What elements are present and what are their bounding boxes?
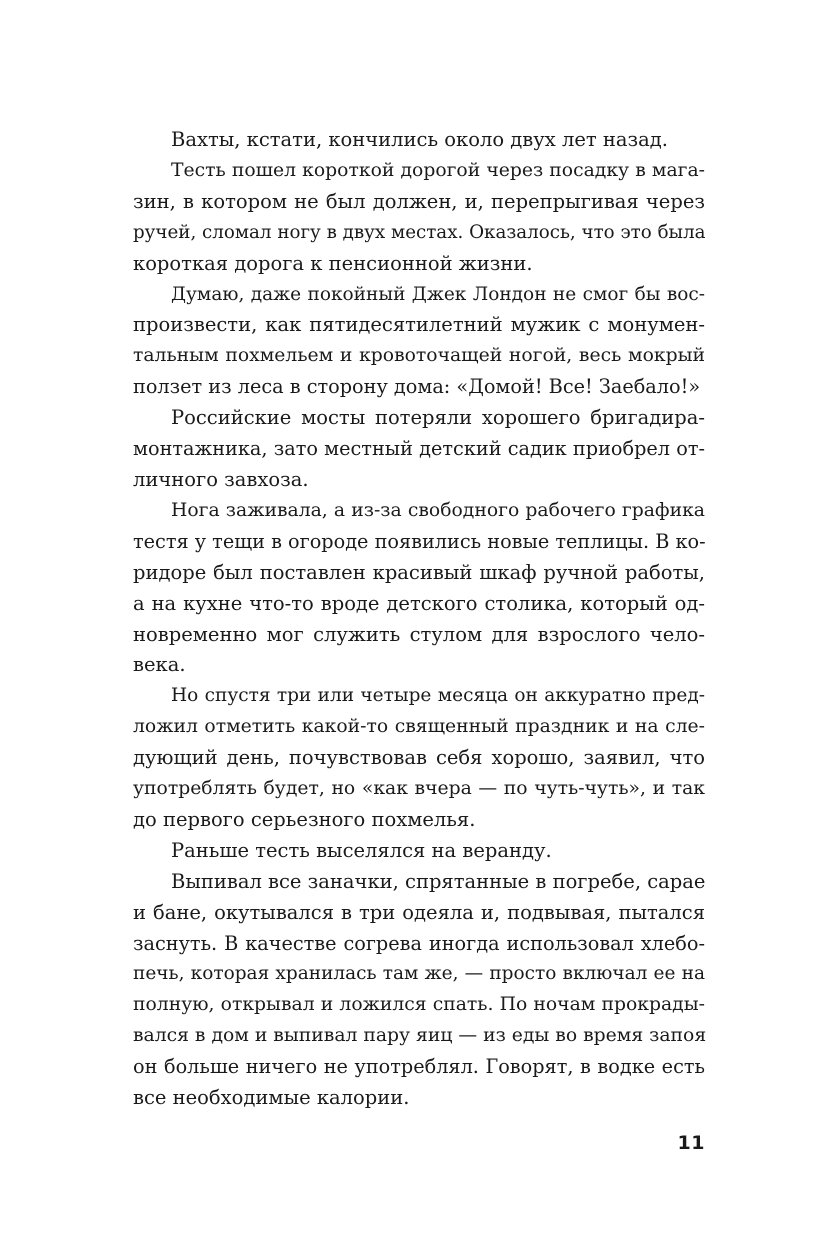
text-line: он больше ничего не употреблял. Говорят, в водке есть (133, 1055, 705, 1079)
text-line: Тесть пошел короткой дорогой через посадку в мага- (171, 159, 705, 181)
text-line: короткая дорога к пенсионной жизни. (133, 251, 533, 275)
text-line: заснуть. В качестве согрева иногда использовал хлебо- (133, 931, 705, 955)
text-line: ложил отметить какой-то священный праздник и на сле- (133, 716, 705, 738)
text-line: ручей, сломал ногу в двух местах. Оказалось, что это была (133, 221, 706, 243)
text-line: ридоре был поставлен красивый шкаф ручной работы, (133, 560, 705, 584)
text-line: печь, которая хранилась там же, — просто включал ее на (133, 963, 705, 985)
paragraph (133, 867, 705, 1114)
paragraph (133, 403, 705, 496)
text-line: Но спустя три или четыре месяца он аккуратно пред- (171, 685, 705, 707)
text-line: употреблять будет, но «как вчера — по чуть-чуть», и так (133, 778, 705, 800)
text-line: произвести, как пятидесятилетний мужик с монумен- (133, 313, 705, 337)
text-line: Раньше тесть выселялся на веранду. (171, 838, 552, 862)
text-line: до первого серьезного похмелья. (133, 807, 476, 831)
text-line: полную, открывал и ложился спать. По ночам прокрады- (133, 994, 705, 1016)
text-line: Думаю, даже покойный Джек Лондон не смог бы вос- (171, 283, 705, 305)
text-line: зин, в котором не был должен, и, перепрыгивая через (133, 189, 705, 213)
paragraph (133, 125, 705, 156)
text-line: дующий день, почувствовав себя хорошо, заявил, что (133, 746, 705, 770)
text-line: тальным похмельем и кровоточащей ногой, весь мокрый (133, 345, 705, 367)
paragraph (133, 681, 705, 836)
paragraph (133, 156, 705, 280)
paragraph (133, 836, 705, 867)
text-line: а на кухне что-то вроде детского столика, который од- (133, 591, 705, 615)
text-line: тестя у тещи в огороде появились новые теплицы. В ко- (133, 529, 706, 553)
body-text (133, 125, 705, 1114)
text-line: Выпивал все заначки, спрятанные в погребе, сарае (171, 869, 706, 893)
text-line: все необходимые калории. (133, 1086, 410, 1110)
text-line: Вахты, кстати, кончились около двух лет назад. (171, 128, 668, 151)
paragraph (133, 280, 705, 404)
text-line: новременно мог служить стулом для взрослого чело- (133, 622, 705, 646)
text-line: ползет из леса в сторону дома: «Домой! Все! Заебало!» (133, 375, 701, 399)
page-number: 11 (677, 1132, 705, 1154)
text-line: монтажника, зато местный детский садик приобрел от- (133, 437, 705, 461)
paragraph (133, 496, 705, 681)
text-line: вался в дом и выпивал пару яиц — из еды во время запоя (133, 1025, 707, 1047)
text-line: личного завхоза. (133, 467, 309, 491)
text-line: и бане, окутывался в три одеяла и, подвывая, пытался (133, 900, 705, 924)
text-line: Российские мосты потеряли хорошего бригадира- (171, 406, 705, 430)
text-line: Нога заживала, а из-за свободного рабочего графика (171, 499, 705, 521)
text-line: века. (133, 653, 186, 677)
